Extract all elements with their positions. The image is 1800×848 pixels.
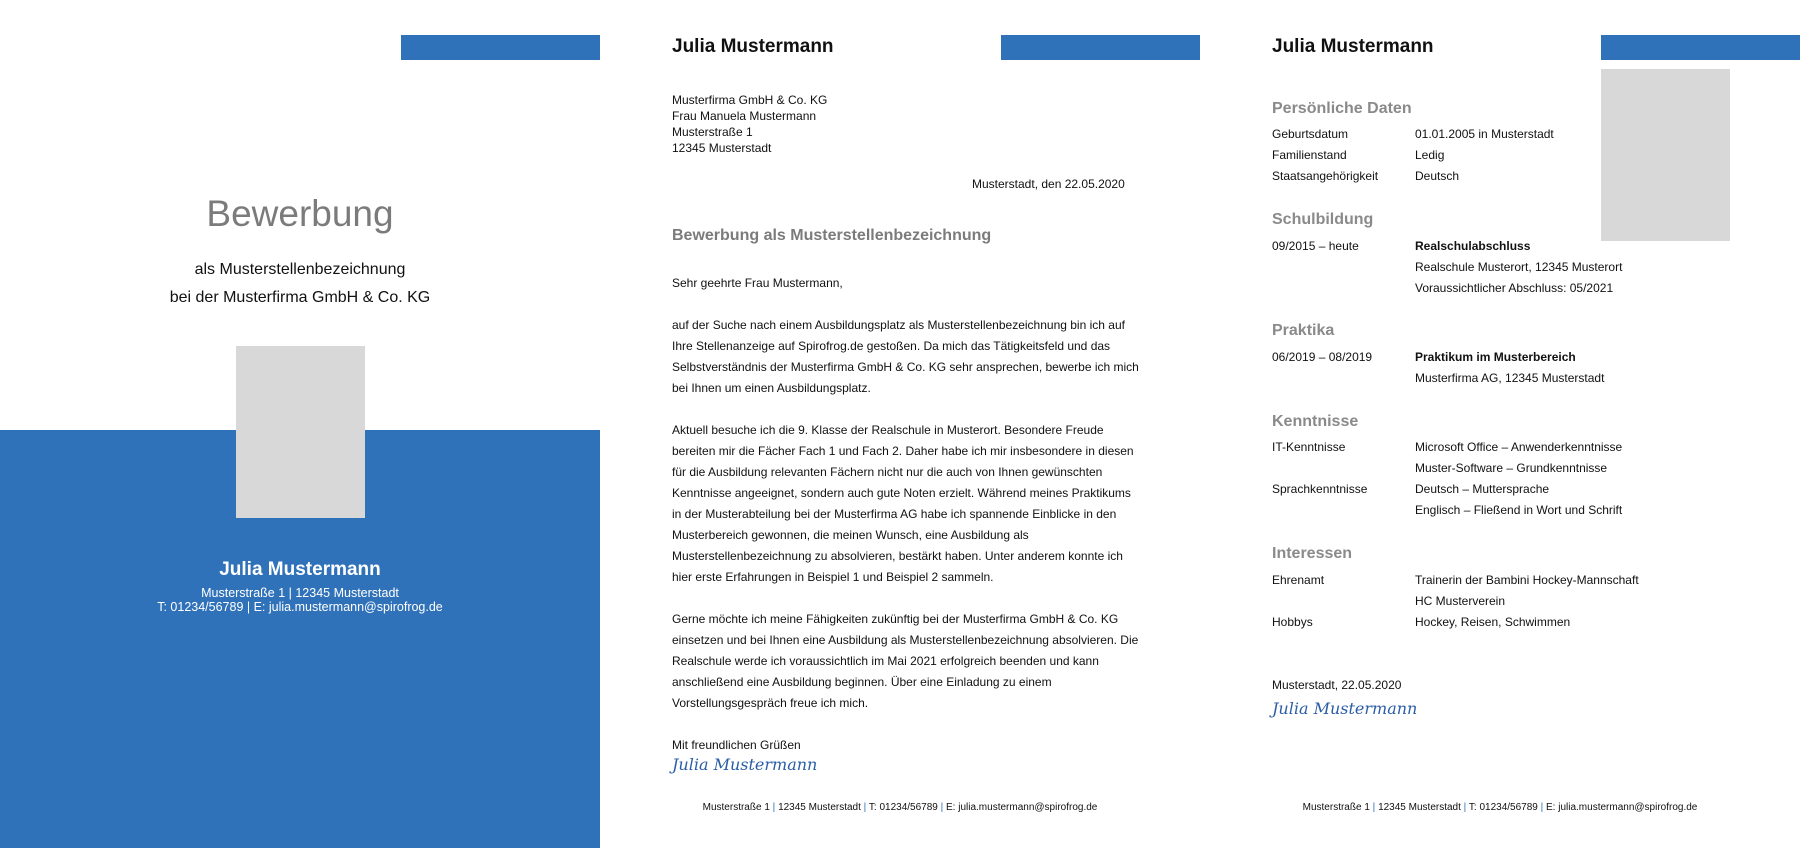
cover-title: Bewerbung xyxy=(206,193,394,234)
footer-email: E: julia.mustermann@spirofrog.de xyxy=(946,802,1098,813)
recipient-line: Frau Manuela Mustermann xyxy=(672,109,817,123)
footer-street: Musterstraße 1 xyxy=(1302,802,1370,813)
section-title-school: Schulbildung xyxy=(1272,211,1374,228)
cv-value: Microsoft Office – Anwenderkenntnisse xyxy=(1415,440,1623,454)
cv-value: Hockey, Reisen, Schwimmen xyxy=(1415,615,1571,629)
cover-subtitle-position: als Musterstellenbezeichnung xyxy=(194,261,406,278)
cover-address: Musterstraße 1 | 12345 Musterstadt xyxy=(201,586,399,600)
letter-date: Musterstadt, den 22.05.2020 xyxy=(972,177,1125,191)
accent-bar xyxy=(1001,35,1200,60)
cv-degree: Realschulabschluss xyxy=(1415,239,1531,253)
cv-label: Familienstand xyxy=(1272,148,1347,162)
cv-school: Realschule Musterort, 12345 Musterort xyxy=(1415,260,1623,274)
cv-label: Staatsangehörigkeit xyxy=(1272,169,1379,183)
letter-page xyxy=(600,0,1200,848)
cv-header-name: Julia Mustermann xyxy=(1272,36,1434,57)
photo-placeholder xyxy=(236,346,365,518)
cv-value: Deutsch xyxy=(1415,169,1460,183)
footer-separator: | xyxy=(1540,802,1544,813)
footer-city: 12345 Musterstadt xyxy=(1378,802,1461,813)
cv-footer xyxy=(1200,802,1800,813)
letter-body xyxy=(672,273,1142,756)
cv-value: Deutsch – Muttersprache xyxy=(1415,482,1550,496)
cv-value: Ledig xyxy=(1415,148,1445,162)
cv-value: Trainerin der Bambini Hockey-Mannschaft xyxy=(1415,573,1639,587)
footer-separator: | xyxy=(772,802,776,813)
cv-label: Ehrenamt xyxy=(1272,573,1325,587)
letter-paragraph: auf der Suche nach einem Ausbildungsplatz als Musterstellenbezeichnung bin ich auf Ihre Stellenanzeige auf Spirofrog.de gestoßen. Da mich das Tätigkeitsfeld und das Selbstverständnis der Musterfirma GmbH & Co. KG sehr ansprechen, bewerbe ich mich bei Ihnen um einen Ausbildungsplatz. xyxy=(672,318,1139,395)
footer-separator: | xyxy=(940,802,944,813)
letter-closing: Mit freundlichen Grüßen xyxy=(672,738,801,752)
letter-signature: Julia Mustermann xyxy=(672,755,818,774)
cv-period: 09/2015 – heute xyxy=(1272,239,1359,253)
cv-value: Muster-Software – Grundkenntnisse xyxy=(1415,461,1608,475)
letter-header-name: Julia Mustermann xyxy=(672,36,834,57)
cv-signature: Julia Mustermann xyxy=(1272,699,1418,718)
cv-date: Musterstadt, 22.05.2020 xyxy=(1272,678,1402,692)
footer-phone: T: 01234/56789 xyxy=(1468,802,1538,813)
section-title-skills: Kenntnisse xyxy=(1272,413,1359,430)
recipient-line: Musterfirma GmbH & Co. KG xyxy=(672,93,828,107)
cv-page xyxy=(1200,0,1800,848)
accent-bar xyxy=(401,35,600,60)
letter-paragraph: Aktuell besuche ich die 9. Klasse der Realschule in Musterort. Besondere Freude bereiten mir die Fächer Fach 1 und Fach 2. Daher habe ich mir insbesondere in diesen für die Ausbildung relevanten Fächern nicht nur die auch von Ihnen gewünschten Kenntnisse angeeignet, sondern auch gute Noten erzielt. Während meines Praktikums in der Musterabteilung bei der Musterfirma AG habe ich spannende Einblicke in den Musterbereich gewonnen, die meinen Wunsch, eine Ausbildung als Musterstellenbezeichnung zu absolvieren, bestärkt haben. Unter anderem konnte ich hier erste Erfahrungen in Beispiel 1 und Beispiel 2 sammeln. xyxy=(672,423,1134,584)
letter-subject: Bewerbung als Musterstellenbezeichnung xyxy=(672,227,992,244)
cv-value: 01.01.2005 in Musterstadt xyxy=(1415,127,1554,141)
cv-period: 06/2019 – 08/2019 xyxy=(1272,350,1373,364)
cv-company: Musterfirma AG, 12345 Musterstadt xyxy=(1415,371,1605,385)
cv-value: Englisch – Fließend in Wort und Schrift xyxy=(1415,503,1623,517)
footer-separator: | xyxy=(1372,802,1376,813)
letter-footer xyxy=(600,802,1200,813)
section-title-internship: Praktika xyxy=(1272,322,1335,339)
cv-expected: Voraussichtlicher Abschluss: 05/2021 xyxy=(1415,281,1614,295)
footer-phone: T: 01234/56789 xyxy=(868,802,938,813)
footer-street: Musterstraße 1 xyxy=(702,802,770,813)
cover-name: Julia Mustermann xyxy=(219,559,381,580)
cv-label: Sprachkenntnisse xyxy=(1272,482,1368,496)
letter-salutation: Sehr geehrte Frau Mustermann, xyxy=(672,276,843,290)
footer-separator: | xyxy=(1463,802,1467,813)
photo-placeholder xyxy=(1601,69,1730,241)
cover-contact: T: 01234/56789 | E: julia.mustermann@spirofrog.de xyxy=(157,600,443,614)
cv-value: HC Musterverein xyxy=(1415,594,1506,608)
accent-bar xyxy=(1601,35,1800,60)
cover-subtitle-company: bei der Musterfirma GmbH & Co. KG xyxy=(169,289,431,306)
section-title-interests: Interessen xyxy=(1272,545,1353,562)
footer-email: E: julia.mustermann@spirofrog.de xyxy=(1546,802,1698,813)
letter-paragraph: Gerne möchte ich meine Fähigkeiten zukünftig bei der Musterfirma GmbH & Co. KG einsetzen und bei Ihnen eine Ausbildung als Musterstellenbezeichnung absolvieren. Die Realschule werde ich voraussichtlich im Mai 2021 erfolgreich beenden und kann anschließend eine Ausbildung beginnen. Über eine Einladung zu einem Vorstellungsgespräch freue ich mich. xyxy=(672,612,1139,710)
recipient-address xyxy=(672,92,827,156)
recipient-line: 12345 Musterstadt xyxy=(672,141,772,155)
cv-role: Praktikum im Musterbereich xyxy=(1415,350,1576,364)
cv-label: IT-Kenntnisse xyxy=(1272,440,1346,454)
cover-page xyxy=(0,0,600,848)
footer-separator: | xyxy=(863,802,867,813)
section-title-personal: Persönliche Daten xyxy=(1272,100,1412,117)
footer-city: 12345 Musterstadt xyxy=(778,802,861,813)
cv-label: Hobbys xyxy=(1272,615,1313,629)
recipient-line: Musterstraße 1 xyxy=(672,125,753,139)
cv-label: Geburtsdatum xyxy=(1272,127,1349,141)
